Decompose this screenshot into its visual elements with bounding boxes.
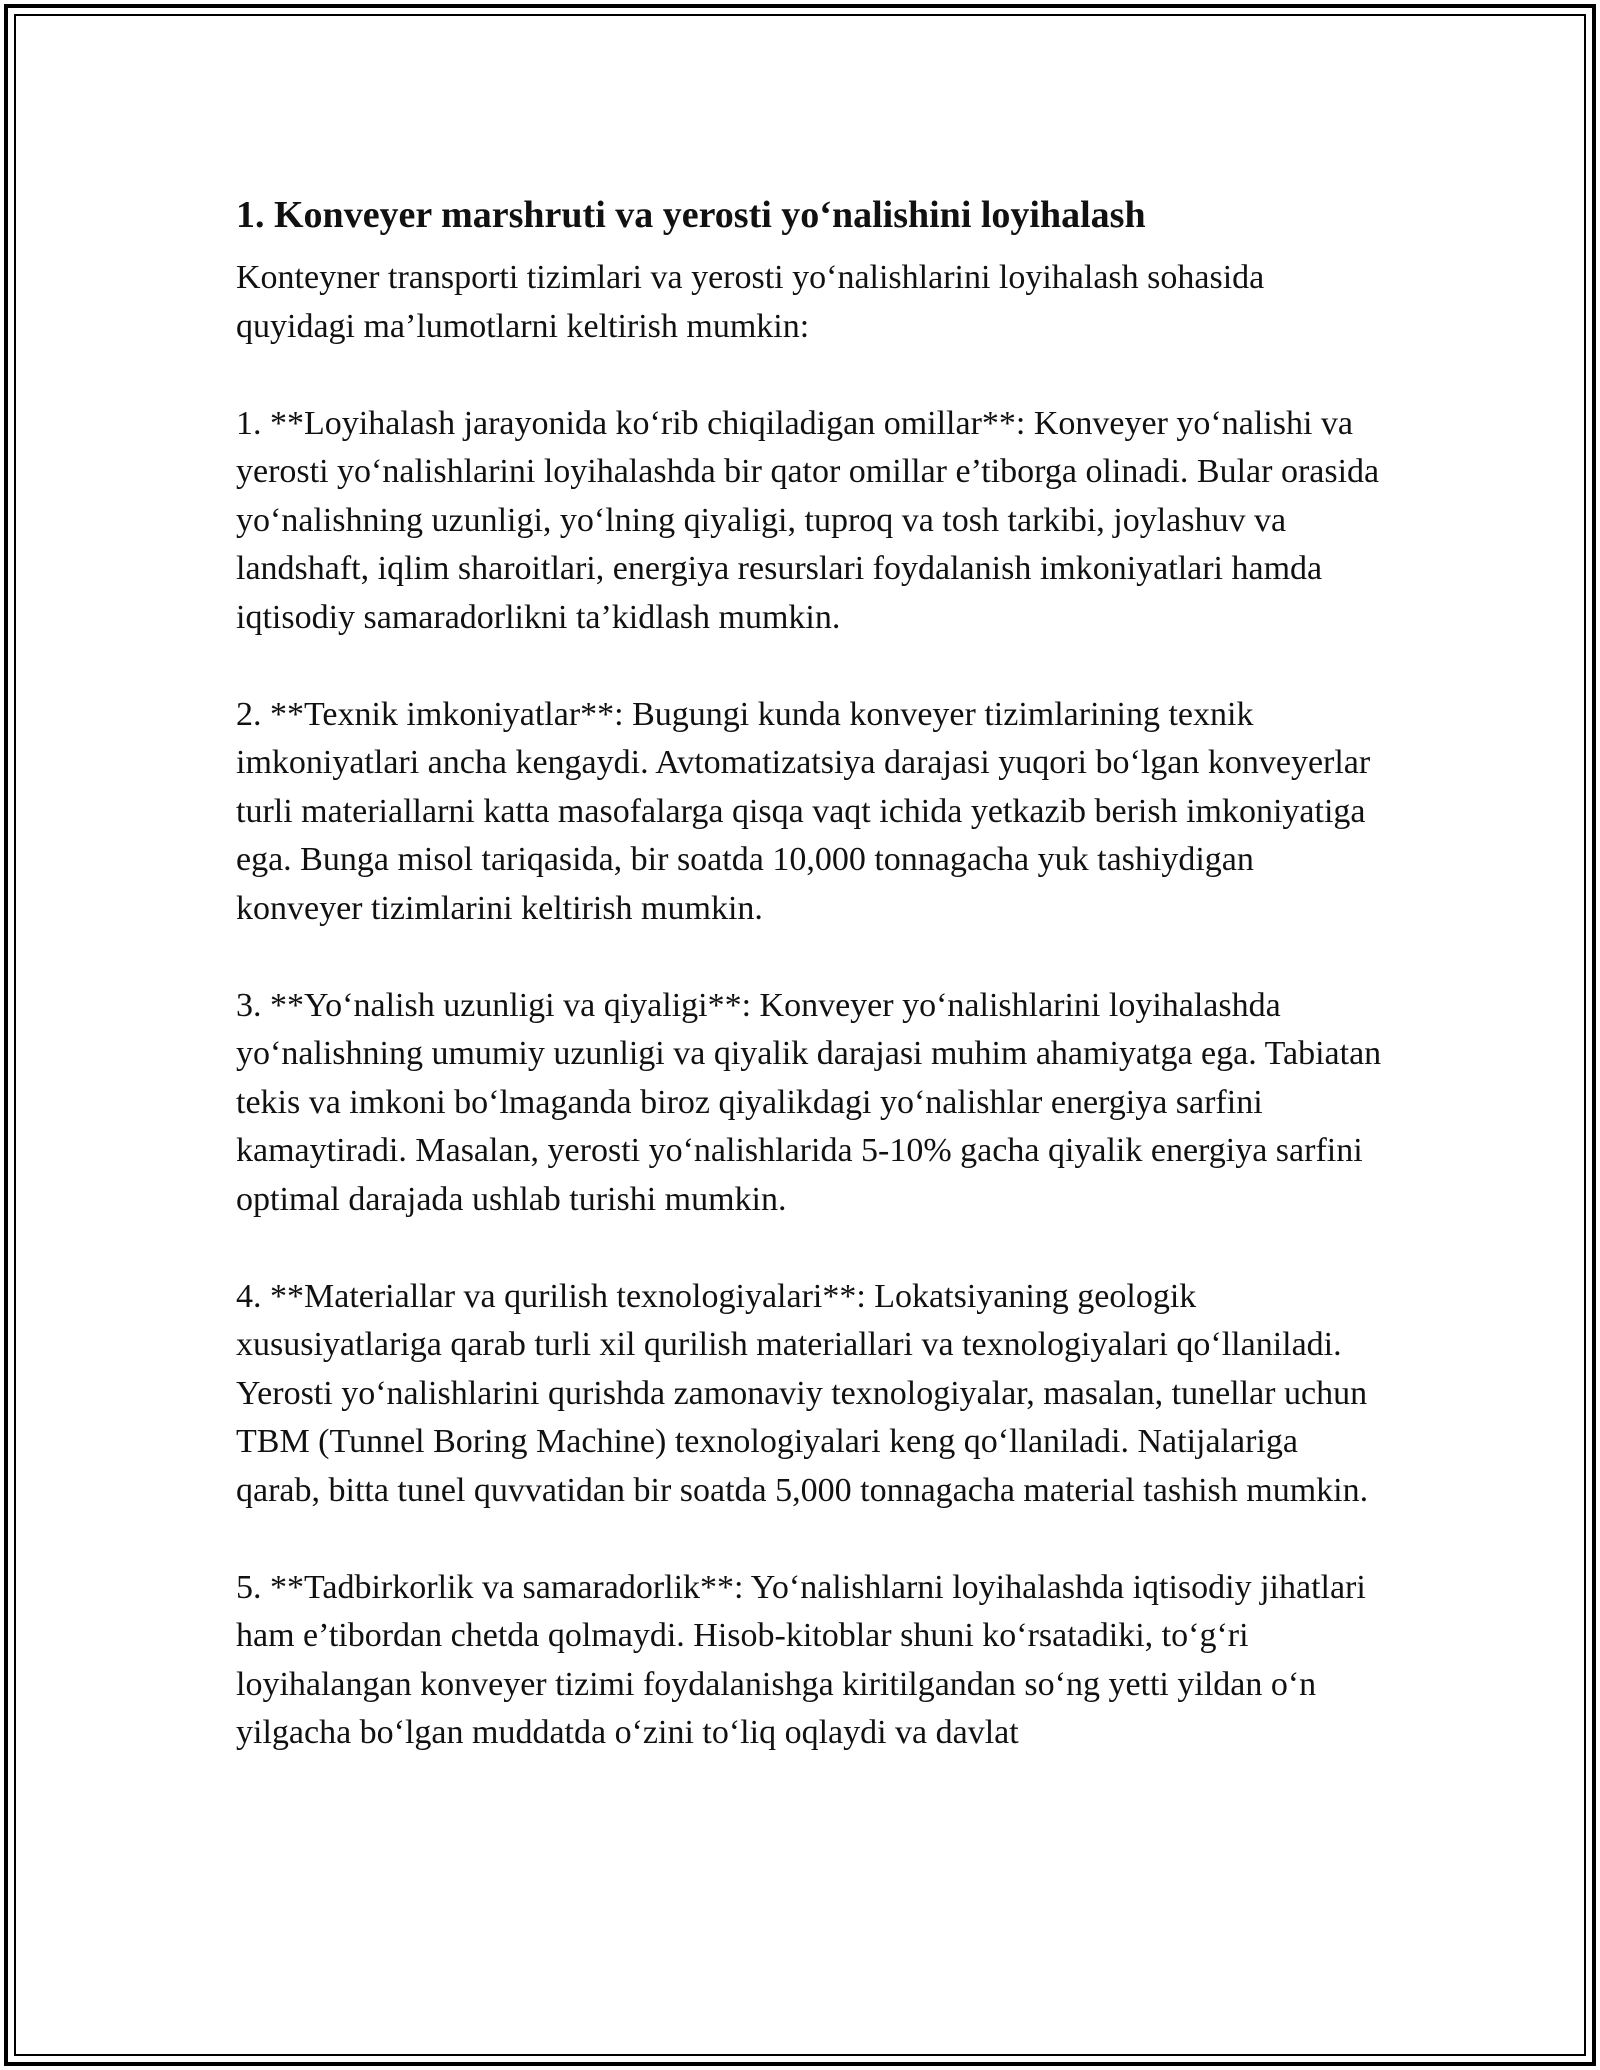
list-item: 4. **Materiallar va qurilish texnologiyalari**: Lokatsiyaning geologik xususiyatlariga qarab turli xil qurilish materiallari va texnologiyalari qo‘llaniladi. Yerosti yo‘nalishlarini qurishda zamonaviy texnologiyalar, masalan, tunellar uchun TBM (Tunnel Boring Machine) texnologiyalari keng qo‘llaniladi. Natijalariga qarab, bitta tunel quvvatidan bir soatda 5,000 tonnagacha material tashish mumkin. bbox=[236, 1277, 1369, 1509]
list-item: 2. **Texnik imkoniyatlar**: Bugungi kunda konveyer tizimlarining texnik imkoniyatlari ancha kengaydi. Avtomatizatsiya darajasi yuqori bo‘lgan konveyerlar turli materiallarni katta masofalarga qisqa vaqt ichida yetkazib berish imkoniyatiga ega. Bunga misol tariqasida, bir soatda 10,000 tonnagacha yuk tashiydigan konveyer tizimlarini keltirish mumkin. bbox=[236, 695, 1371, 927]
list-item: 5. **Tadbirkorlik va samaradorlik**: Yo‘nalishlarni loyihalashda iqtisodiy jihatlari ham e’tibordan chetda qolmaydi. Hisob-kitoblar shuni ko‘rsatadiki, to‘g‘ri loyihalangan konveyer tizimi foydalanishga kiritilgandan so‘ng yetti yildan o‘n yilgacha bo‘lgan muddatda o‘zini to‘liq oqlaydi va davlat bbox=[236, 1568, 1366, 1751]
document-body bbox=[236, 182, 1386, 1758]
section-heading: 1. Konveyer marshruti va yerosti yo‘nalishini loyihalash bbox=[236, 194, 1146, 236]
list-item: 1. **Loyihalash jarayonida ko‘rib chiqiladigan omillar**: Konveyer yo‘nalishi va yerosti yo‘nalishlarini loyihalashda bir qator omillar e’tiborga olinadi. Bular orasida yo‘nalishning uzunligi, yo‘lning qiyaligi, tuproq va tosh tarkibi, joylashuv va landshaft, iqlim sharoitlari, energiya resurslari foydalanish imkoniyatlari hamda iqtisodiy samaradorlikni ta’kidlash mumkin. bbox=[236, 404, 1380, 636]
intro-paragraph: Konteyner transporti tizimlari va yerosti yo‘nalishlarini loyihalash sohasida quyidagi ma’lumotlarni keltirish mumkin: bbox=[236, 259, 1265, 345]
list-item: 3. **Yo‘nalish uzunligi va qiyaligi**: Konveyer yo‘nalishlarini loyihalashda yo‘nalishning umumiy uzunligi va qiyalik darajasi muhim ahamiyatga ega. Tabiatan tekis va imkoni bo‘lmaganda biroz qiyalikdagi yo‘nalishlar energiya sarfini kamaytiradi. Masalan, yerosti yo‘nalishlarida 5-10% gacha qiyalik energiya sarfini optimal darajada ushlab turishi mumkin. bbox=[236, 986, 1382, 1218]
